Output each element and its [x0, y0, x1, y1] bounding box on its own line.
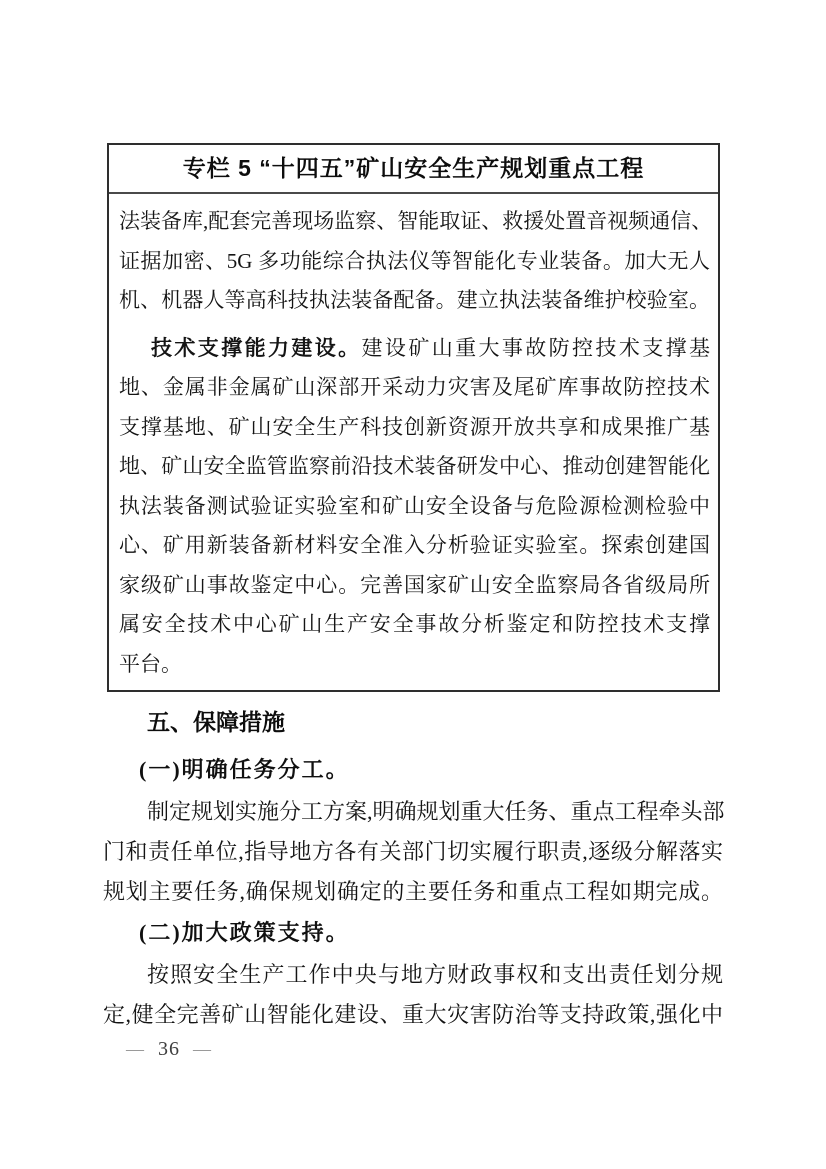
page-number-value: 36 — [158, 1038, 180, 1060]
section-blocks — [103, 749, 723, 1035]
box-text-line: 证据加密、5G 多功能综合执法仪等智能化专业装备。加大无人 — [119, 248, 710, 273]
box-text-line: 平台。 — [119, 651, 182, 676]
box-text-line: 技术支撑能力建设。建设矿山重大事故防控技术支撑基 — [151, 335, 711, 360]
column-box-panel — [107, 143, 720, 692]
box-text-line: 法装备库,配套完善现场监察、智能取证、救援处置音视频通信、 — [119, 209, 713, 233]
paragraph-line: 定,健全完善矿山智能化建设、重大灾害防治等支持政策,强化中 — [103, 1002, 723, 1027]
box-text-line: 机、机器人等高科技执法装备配备。建立执法装备维护校验室。 — [119, 288, 710, 312]
paragraph-line: 门和责任单位,指导地方各有关部门切实履行职责,逐级分解落实 — [103, 839, 723, 864]
bold-lead-text: 技术支撑能力建设。 — [151, 335, 362, 360]
subsection-heading: (二)加大政策支持。 — [139, 920, 350, 945]
box-text-line: 家级矿山事故鉴定中心。完善国家矿山安全监察局各省级局所 — [119, 572, 710, 597]
box-text-line: 地、金属非金属矿山深部开采动力灾害及尾矿库事故防控技术 — [119, 375, 710, 399]
panel-title: 专栏 5 “十四五”矿山安全生产规划重点工程 — [109, 145, 718, 194]
box-text-line: 支撑基地、矿山安全生产科技创新资源开放共享和成果推广基 — [119, 414, 710, 439]
page-number-left-dash: — — [126, 1039, 145, 1059]
box-text-line: 心、矿用新装备新材料安全准入分析验证实验室。探索创建国 — [119, 533, 710, 557]
paragraph-line: 按照安全生产工作中央与地方财政事权和支出责任划分规 — [147, 962, 723, 987]
subsection-heading: (一)明确任务分工。 — [139, 757, 350, 782]
section-heading: 五、保障措施 — [147, 709, 285, 735]
panel-body — [109, 194, 718, 684]
main-text-section — [103, 703, 723, 1035]
box-text-line: 执法装备测试验证实验室和矿山安全设备与危险源检测检验中 — [119, 493, 710, 518]
page-number-right-dash: — — [193, 1039, 212, 1059]
box-text-line: 属安全技术中心矿山生产安全事故分析鉴定和防控技术支撑 — [119, 612, 710, 636]
paragraph-line: 制定规划实施分工方案,明确规划重大任务、重点工程牵头部 — [147, 799, 725, 824]
paragraph-line: 规划主要任务,确保规划确定的主要任务和重点工程如期完成。 — [103, 879, 723, 904]
page-number — [126, 1038, 212, 1061]
box-text-line: 地、矿山安全监管监察前沿技术装备研发中心、推动创建智能化 — [119, 454, 710, 478]
